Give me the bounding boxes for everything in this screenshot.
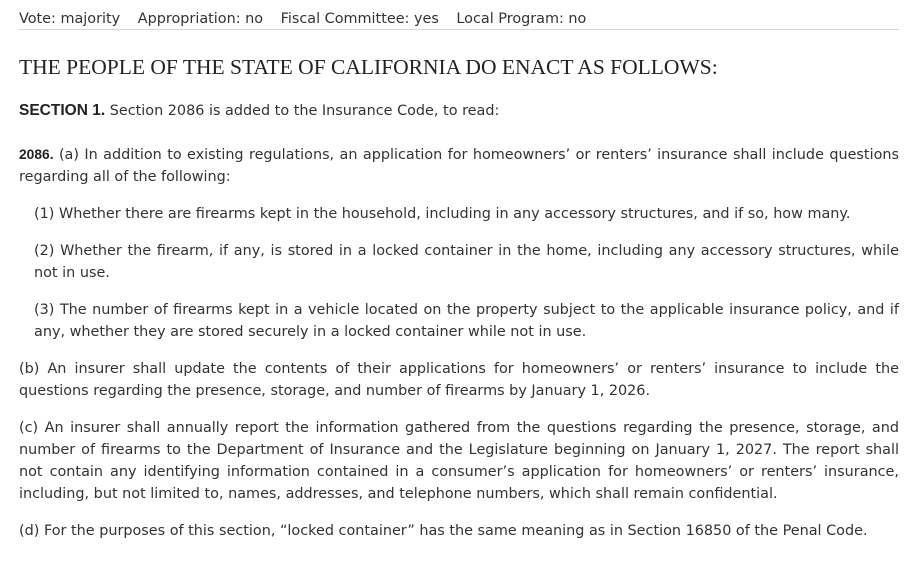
subdivision-a-intro <box>19 144 899 188</box>
fiscal-committee-status: Fiscal Committee: yes <box>280 11 439 27</box>
vote-type: Vote: majority <box>19 11 121 27</box>
section-1-label: SECTION 1. <box>19 102 106 119</box>
enacting-clause: THE PEOPLE OF THE STATE OF CALIFORNIA DO ENACT AS FOLLOWS: <box>19 55 718 79</box>
subdivision-a-text: (a) In addition to existing regulations, an application for homeowners’ or renters’ insurance shall include questions regarding all of the following: <box>19 147 899 185</box>
bill-text-page <box>19 0 899 542</box>
paragraph-a1: (1) Whether there are firearms kept in the household, including in any accessory structures, and if so, how many. <box>34 206 851 222</box>
paragraph-a2: (2) Whether the firearm, if any, is stored in a locked container in the home, including any accessory structures, while not in use. <box>34 243 899 281</box>
code-section-number: 2086. <box>19 147 54 162</box>
section-1-text: Section 2086 is added to the Insurance Code, to read: <box>109 103 500 119</box>
subdivision-b: (b) An insurer shall update the contents of their applications for homeowners’ or renters’ insurance to include the questions regarding the presence, storage, and number of firearms by January 1, 2026. <box>19 361 899 399</box>
appropriation-status: Appropriation: no <box>137 11 264 27</box>
vote-summary-bar <box>19 0 899 30</box>
section-1-heading <box>19 100 899 122</box>
local-program-status: Local Program: no <box>456 11 587 27</box>
subdivision-d: (d) For the purposes of this section, “locked container” has the same meaning as in Section 16850 of the Penal Code. <box>19 523 868 539</box>
subdivision-c: (c) An insurer shall annually report the information gathered from the questions regarding the presence, storage, and number of firearms to the Department of Insurance and the Legislature beginning on January 1, 2027. The report shall not contain any identifying information contained in a consumer’s application for homeowners’ or renters’ insurance, including, but not limited to, names, addresses, and telephone numbers, which shall remain confidential. <box>19 420 899 502</box>
paragraph-a3: (3) The number of firearms kept in a vehicle located on the property subject to the applicable insurance policy, and if any, whether they are stored securely in a locked container while not in use. <box>34 302 899 340</box>
